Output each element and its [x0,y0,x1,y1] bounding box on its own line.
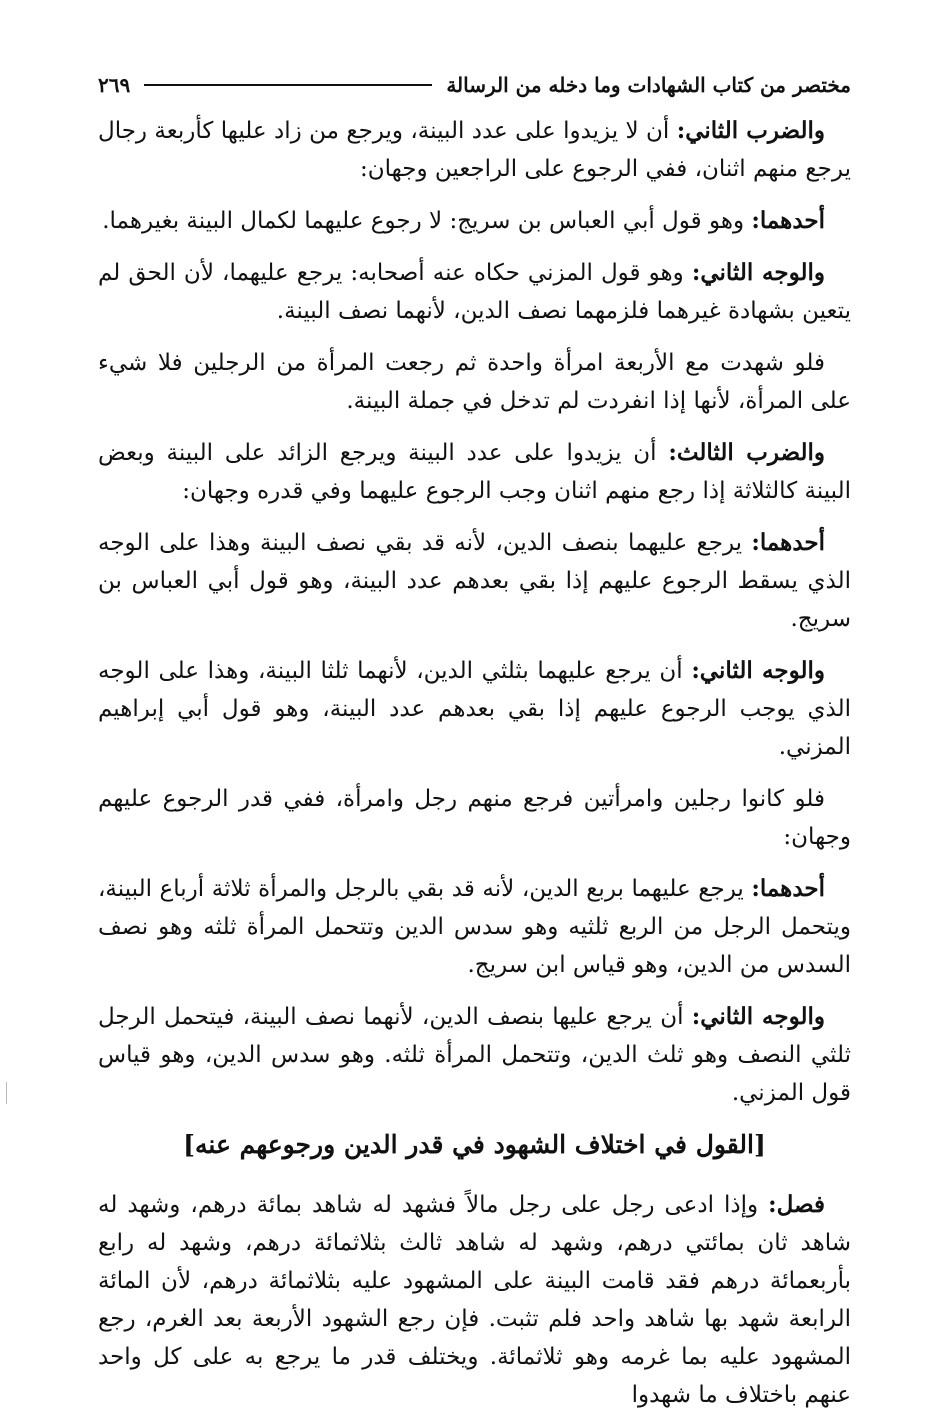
scan-mark [6,1082,9,1104]
paragraph-lead: والوجه الثاني: [691,657,825,684]
paragraph-text: فلو كانوا رجلين وامرأتين فرجع منهم رجل وامرأة، ففي قدر الرجوع عليهم وجهان: [98,786,851,850]
paragraph-text: أن يزيدوا على عدد البينة ويرجع الزائد على البينة وبعض البينة كالثلاثة إذا رجع منهم اثنان وجب الرجوع عليهما وفي قدره وجهان: [98,440,851,504]
paragraph-text: أن يرجع عليها بنصف الدين، لأنهما نصف البينة، فيتحمل الرجل ثلثي النصف وهو ثلث الدين، وتتحمل المرأة ثلثه. وهو سدس الدين، وهو قياس قول المزني. [98,1004,851,1106]
paragraph-lead: أحدهما: [751,875,825,902]
paragraph [98,524,851,638]
paragraph-lead: أحدهما: [751,529,825,556]
paragraph [98,652,851,766]
paragraph-text: وهو قول أبي العباس بن سريج: لا رجوع عليهما لكمال البينة بغيرهما. [102,208,752,234]
paragraph-lead: والوجه الثاني: [691,259,825,286]
running-header [98,68,851,102]
paragraph-lead: والضرب الثالث: [668,439,825,466]
page-body [98,112,851,1428]
header-rule [144,84,432,86]
paragraph-lead: والوجه الثاني: [691,1003,825,1030]
paragraph [98,870,851,984]
paragraph [98,344,851,420]
paragraph-lead: والضرب الثاني: [676,117,825,144]
paragraph [98,434,851,510]
paragraph [98,998,851,1112]
paragraph [98,780,851,856]
paragraph-text: فلو شهدت مع الأربعة امرأة واحدة ثم رجعت المرأة من الرجلين فلا شيء على المرأة، لأنها إذا انفردت لم تدخل في جملة البينة. [98,350,851,414]
page-number: ٢٦٩ [98,73,131,97]
paragraph [98,112,851,188]
paragraph [98,202,851,240]
paragraph-text: يرجع عليهما بنصف الدين، لأنه قد بقي نصف البينة وهذا على الوجه الذي يسقط الرجوع عليهم إذا بقي بعدهم عدد البينة، وهو قول أبي العباس بن سريج. [98,530,851,632]
paragraph-text: وإذا ادعى رجل على رجل مالاً فشهد له شاهد بمائة درهم، وشهد له شاهد ثان بمائتي درهم، وشهد له شاهد ثالث بثلاثمائة درهم، وشهد له رابع بأربعمائة درهم فقد قامت البينة على المشهود عليه بثلاثمائة درهم، لأن المائة الرابعة شهد بها شاهد واحد فلم تثبت. فإن رجع الشهود الأربعة بعد الغرم، رجع المشهود عليه بما غرمه وهو ثلاثمائة. ويختلف قدر ما يرجع به على كل واحد عنهم باختلاف ما شهدوا [98,1192,851,1408]
paragraph-lead: أحدهما: [751,207,825,234]
section-heading: [القول في اختلاف الشهود في قدر الدين ورجوعهم عنه] [183,1130,766,1159]
paragraph [98,254,851,330]
paragraph-lead: فصل: [768,1191,825,1218]
paragraph-text: أن يرجع عليهما بثلثي الدين، لأنهما ثلثا البينة، وهذا على الوجه الذي يوجب الرجوع عليهم إذا بقي بعدهم عدد البينة، وهو قول أبي إبراهيم المزني. [98,658,851,760]
paragraph-text: أن لا يزيدوا على عدد البينة، ويرجع من زاد عليها كأربعة رجال يرجع منهم اثنان، ففي الرجوع على الراجعين وجهان: [98,118,851,182]
paragraph-text: وهو قول المزني حكاه عنه أصحابه: يرجع عليهما، لأن الحق لم يتعين بشهادة غيرهما فلزمهما نصف الدين، لأنهما نصف البينة. [98,260,851,324]
running-title: مختصر من كتاب الشهادات وما دخله من الرسالة [446,73,851,97]
final-paragraph [98,1186,851,1414]
paragraph-text: يرجع عليهما بربع الدين، لأنه قد بقي بالرجل والمرأة ثلاثة أرباع البينة، ويتحمل الرجل من الربع ثلثيه وهو سدس الدين وتتحمل المرأة ثلثه وهو نصف السدس من الدين، وهو قياس ابن سريج. [98,876,851,978]
